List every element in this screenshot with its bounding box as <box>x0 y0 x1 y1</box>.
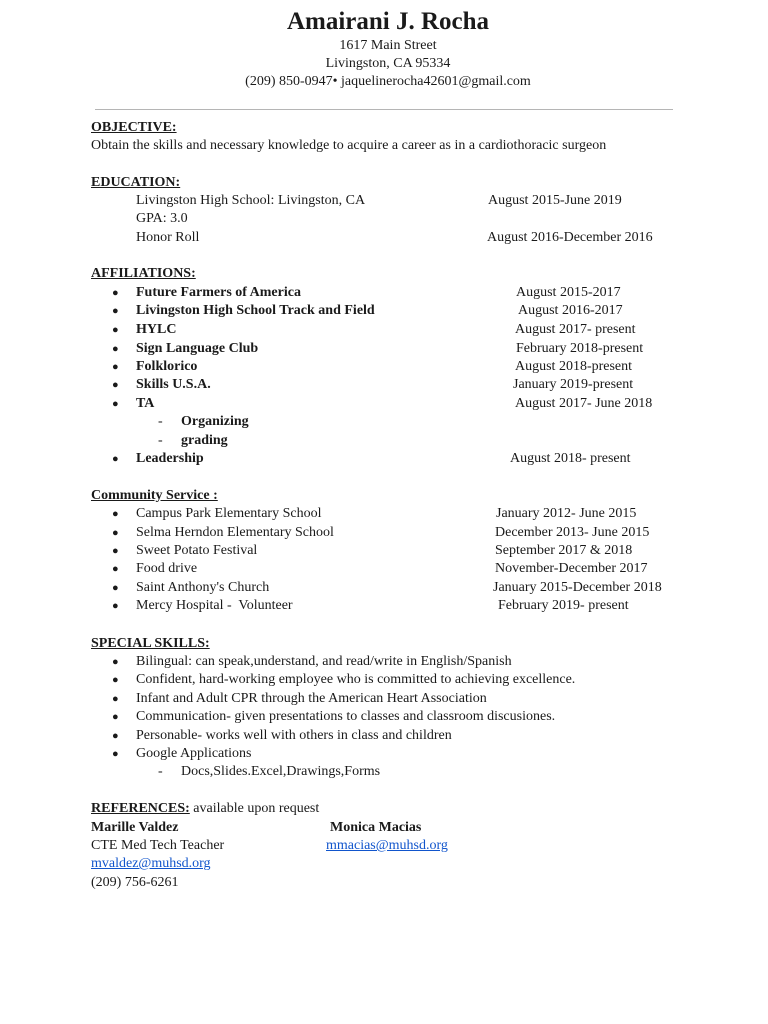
community-date: February 2019- present <box>498 598 629 613</box>
bullet-icon: ● <box>112 711 119 723</box>
community-item: Sweet Potato Festival <box>136 543 258 558</box>
community-date: September 2017 & 2018 <box>495 543 633 558</box>
skills-heading: SPECIAL SKILLS: <box>91 636 210 651</box>
affiliation-item: HYLC <box>136 322 177 337</box>
affiliation-item: Skills U.S.A. <box>136 377 211 392</box>
affiliation-date: January 2019-present <box>513 377 634 392</box>
references-heading: REFERENCES: <box>91 801 190 816</box>
community-item: Selma Herndon Elementary School <box>136 525 334 540</box>
education-honor-roll: Honor Roll <box>136 230 200 245</box>
bullet-icon: ● <box>112 527 119 539</box>
skill-item: Personable- works well with others in class and children <box>136 728 452 743</box>
community-heading: Community Service : <box>91 488 218 503</box>
bullet-icon: ● <box>112 287 119 299</box>
dash-marker: - <box>158 764 163 779</box>
bullet-icon: ● <box>112 361 119 373</box>
community-item: Campus Park Elementary School <box>136 506 322 521</box>
affiliations-heading: AFFILIATIONS: <box>91 266 196 281</box>
ta-subitem: Organizing <box>181 414 249 429</box>
affiliation-item: Sign Language Club <box>136 341 259 356</box>
bullet-icon: ● <box>112 600 119 612</box>
bullet-icon: ● <box>112 545 119 557</box>
community-date: November-December 2017 <box>495 561 648 576</box>
dash-marker: - <box>158 433 163 448</box>
affiliation-item: Livingston High School Track and Field <box>136 303 375 318</box>
skill-item: Infant and Adult CPR through the American Heart Association <box>136 691 487 706</box>
bullet-icon: ● <box>112 674 119 686</box>
community-item: Mercy Hospital - Volunteer <box>136 598 293 613</box>
ta-subitem: grading <box>181 433 228 448</box>
bullet-icon: ● <box>112 398 119 410</box>
city-state-zip: Livingston, CA 95334 <box>325 56 451 71</box>
references-line <box>91 800 319 818</box>
bullet-icon: ● <box>112 730 119 742</box>
affiliation-date: August 2017- present <box>515 322 636 337</box>
bullet-icon: ● <box>112 508 119 520</box>
bullet-icon: ● <box>112 324 119 336</box>
education-gpa: GPA: 3.0 <box>136 211 188 226</box>
reference-1-name: Marille Valdez <box>91 820 179 835</box>
skill-item: Confident, hard-working employee who is committed to achieving excellence. <box>136 672 576 687</box>
affiliation-date: February 2018-present <box>516 341 644 356</box>
bullet-icon: ● <box>112 563 119 575</box>
reference-1-phone: (209) 756-6261 <box>91 875 179 890</box>
community-date: January 2015-December 2018 <box>493 580 662 595</box>
affiliation-date: August 2016-2017 <box>518 303 623 318</box>
skill-item: Communication- given presentations to classes and classroom discusiones. <box>136 709 556 724</box>
affiliation-date: August 2018- present <box>510 451 631 466</box>
bullet-icon: ● <box>112 343 119 355</box>
community-date: January 2012- June 2015 <box>496 506 637 521</box>
skill-item: Google Applications <box>136 746 252 761</box>
phone-email: (209) 850-0947• jaquelinerocha42601@gmail.com <box>245 74 531 89</box>
affiliation-item: Folklorico <box>136 359 198 374</box>
bullet-icon: ● <box>112 453 119 465</box>
resume-name: Amairani J. Rocha <box>286 8 490 35</box>
bullet-icon: ● <box>112 379 119 391</box>
objective-text: Obtain the skills and necessary knowledge to acquire a career as in a cardiothoracic surgeon <box>91 138 607 153</box>
education-heading: EDUCATION: <box>91 175 181 190</box>
skill-item: Bilingual: can speak,understand, and read/write in English/Spanish <box>136 654 512 669</box>
affiliation-date: August 2017- June 2018 <box>515 396 653 411</box>
affiliation-item: TA <box>136 396 155 411</box>
reference-1-email-link[interactable]: mvaldez@muhsd.org <box>91 856 211 871</box>
education-school: Livingston High School: Livingston, CA <box>136 193 366 208</box>
bullet-icon: ● <box>112 748 119 760</box>
affiliation-item: Leadership <box>136 451 204 466</box>
reference-1-title: CTE Med Tech Teacher <box>91 838 225 853</box>
bullet-icon: ● <box>112 656 119 668</box>
bullet-icon: ● <box>112 305 119 317</box>
reference-2-email-link[interactable]: mmacias@muhsd.org <box>326 838 448 853</box>
skill-subitem: Docs,Slides.Excel,Drawings,Forms <box>181 764 381 779</box>
header-divider <box>95 109 673 110</box>
affiliation-date: August 2018-present <box>515 359 633 374</box>
community-item: Food drive <box>136 561 198 576</box>
education-school-date: August 2015-June 2019 <box>488 193 622 208</box>
bullet-icon: ● <box>112 582 119 594</box>
affiliation-date: August 2015-2017 <box>516 285 621 300</box>
community-date: December 2013- June 2015 <box>495 525 650 540</box>
education-honor-roll-date: August 2016-December 2016 <box>487 230 653 245</box>
dash-marker: - <box>158 414 163 429</box>
street-address: 1617 Main Street <box>339 38 437 53</box>
bullet-icon: ● <box>112 693 119 705</box>
reference-2-name: Monica Macias <box>330 820 422 835</box>
community-item: Saint Anthony's Church <box>136 580 270 595</box>
references-note: available upon request <box>189 801 320 816</box>
affiliation-item: Future Farmers of America <box>136 285 301 300</box>
objective-heading: OBJECTIVE: <box>91 120 177 135</box>
